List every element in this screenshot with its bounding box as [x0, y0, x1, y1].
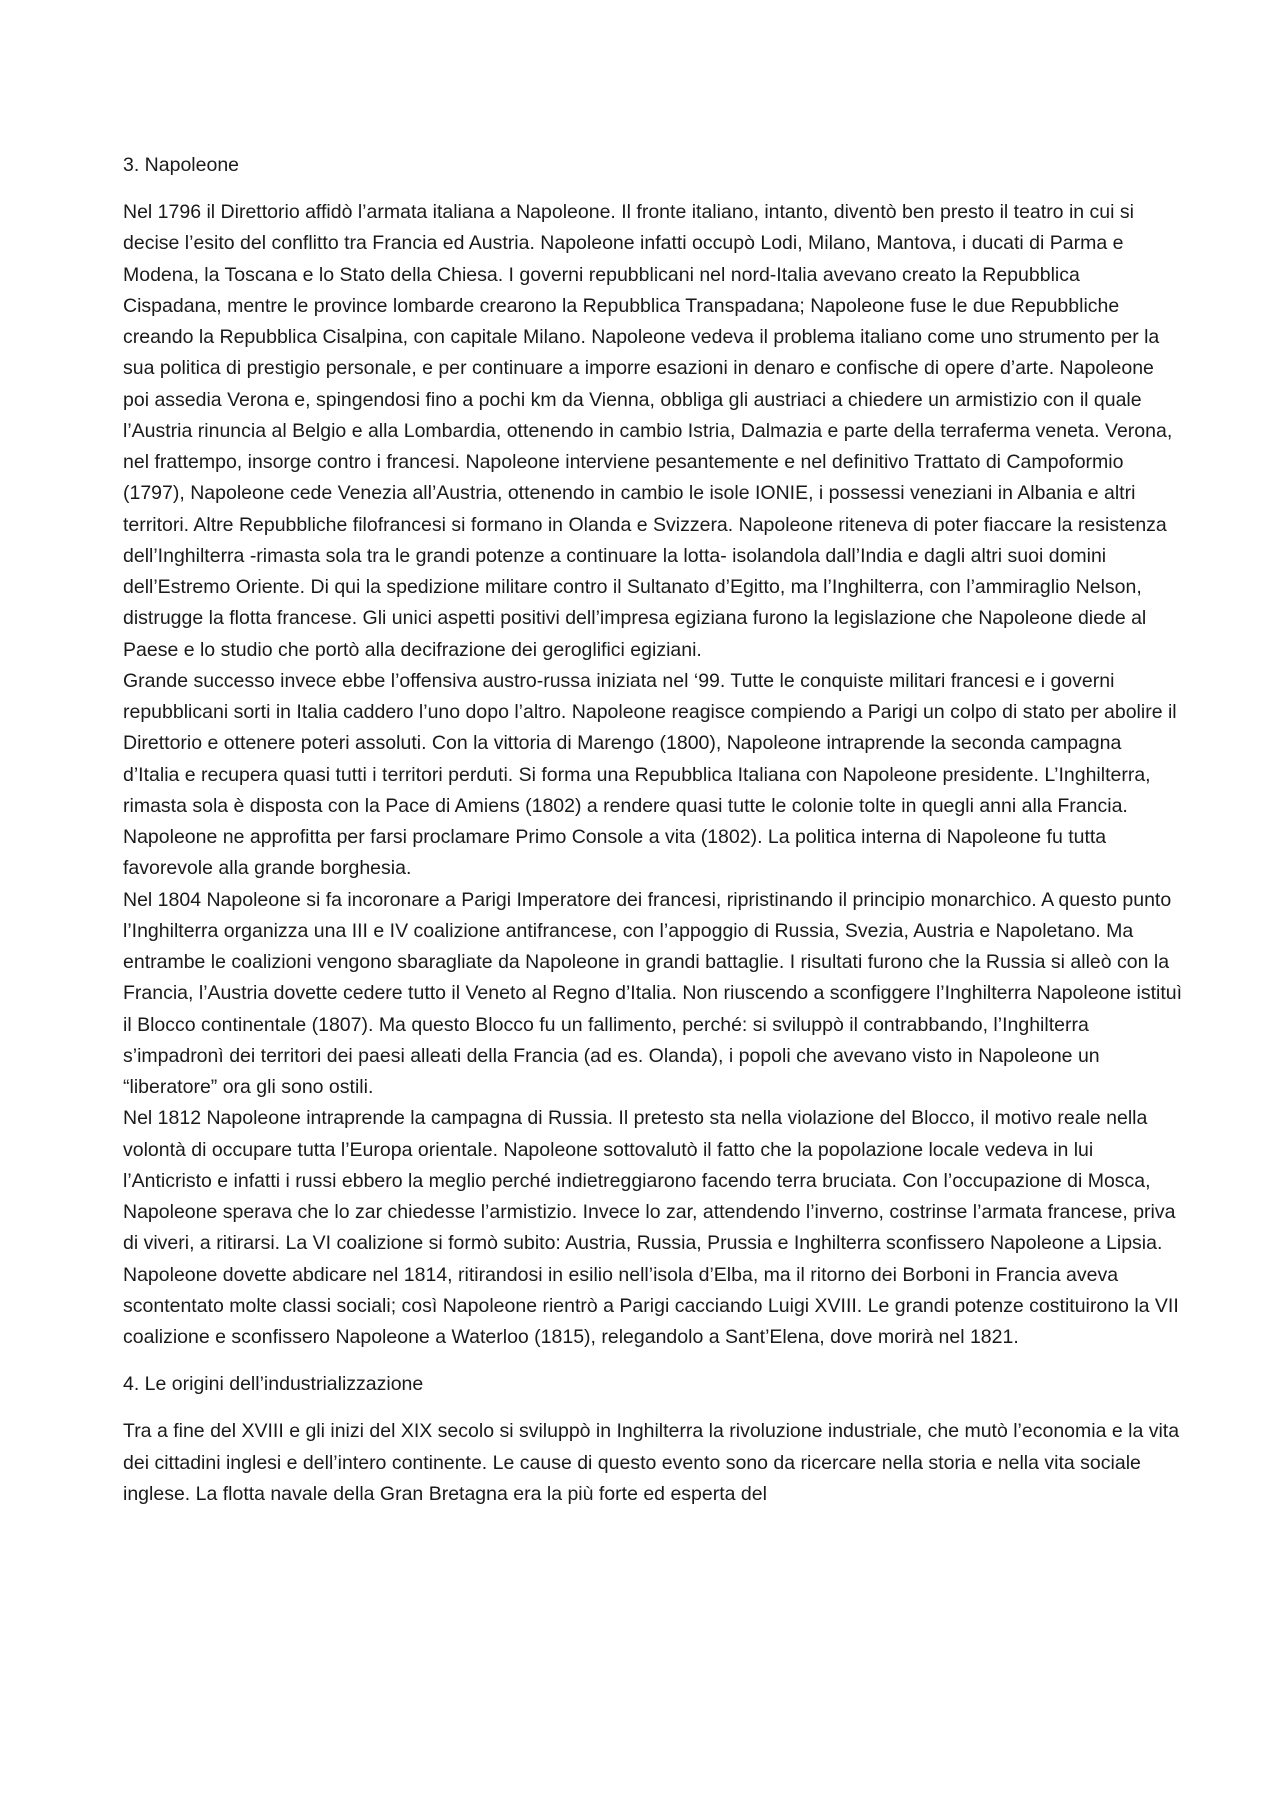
section-spacer [123, 1353, 1183, 1369]
section-heading: 4. Le origini dell’industrializzazione [123, 1373, 424, 1396]
section-heading: 3. Napoleone [123, 154, 240, 176]
paragraph: Nel 1804 Napoleone si fa incoronare a Parigi Imperatore dei francesi, ripristinando il principio monarchico. A questo punto l’Inghilterra organizza una III e IV coalizione antifrancese, con l’appoggio di Russia, Svezia, Austria e Napoletano. Ma entrambe le coalizioni vengono sbaragliate da Napoleone in grandi battaglie. I risultati furono che la Russia si alleò con la Francia, l’Austria dovette cedere tutto il Veneto al Regno d’Italia. Non riuscendo a sconfiggere l’Inghilterra Napoleone istituì il Blocco continentale (1807). Ma questo Blocco fu un fallimento, perché: si sviluppò il contrabbando, l’Inghilterra s’impadronì dei territori dei paesi alleati della Francia (ad es. Olanda), i popoli che avevano visto in Napoleone un “liberatore” ora gli sono ostili. [123, 888, 1183, 1098]
paragraph: Grande successo invece ebbe l’offensiva austro-russa iniziata nel ‘99. Tutte le conquiste militari francesi e i governi repubblicani sorti in Italia caddero l’uno dopo l’altro. Napoleone reagisce compiendo a Parigi un colpo di stato per abolire il Direttorio e ottenere poteri assoluti. Con la vittoria di Marengo (1800), Napoleone intraprende la seconda campagna d’Italia e recupera quasi tutti i territori perduti. Si forma una Repubblica Italiana con Napoleone presidente. L’Inghilterra, rimasta sola è disposta con la Pace di Amiens (1802) a rendere quasi tutte le colonie tolte in quegli anni alla Francia. Napoleone ne approfitta per farsi proclamare Primo Console a vita (1802). La politica interna di Napoleone fu tutta favorevole alla grande borghesia. [123, 669, 1177, 880]
paragraph: Nel 1812 Napoleone intraprende la campagna di Russia. Il pretesto sta nella violazione del Blocco, il motivo reale nella volontà di occupare tutta l’Europa orientale. Napoleone sottovalutò il fatto che la popolazione locale vedeva in lui l’Anticristo e infatti i russi ebbero la meglio perché indietreggiarono facendo terra bruciata. Con l’occupazione di Mosca, Napoleone sperava che lo zar chiedesse l’armistizio. Invece lo zar, attendendo l’inverno, costrinse l’armata francese, priva di viveri, a ritirarsi. La VI coalizione si formò subito: Austria, Russia, Prussia e Inghilterra sconfissero Napoleone a Lipsia. [123, 1107, 1176, 1255]
section-napoleone [123, 150, 1183, 1353]
paragraph: Napoleone dovette abdicare nel 1814, ritirandosi in esilio nell’isola d’Elba, ma il ritorno dei Borboni in Francia aveva scontentato molte classi sociali; così Napoleone rientrò a Parigi cacciando Luigi XVIII. Le grandi potenze costituirono la VII coalizione e sconfissero Napoleone a Waterloo (1815), relegandolo a Sant’Elena, dove morirà nel 1821. [123, 1263, 1179, 1348]
section-industrializzazione [123, 1369, 1183, 1510]
paragraph: Nel 1796 il Direttorio affidò l’armata italiana a Napoleone. Il fronte italiano, intanto, diventò ben presto il teatro in cui si decise l’esito del conflitto tra Francia ed Austria. Napoleone infatti occupò Lodi, Milano, Mantova, i ducati di Parma e Modena, la Toscana e lo Stato della Chiesa. I governi repubblicani nel nord-Italia avevano creato la Repubblica Cispadana, mentre le province lombarde crearono la Repubblica Transpadana; Napoleone fuse le due Repubbliche creando la Repubblica Cisalpina, con capitale Milano. Napoleone vedeva il problema italiano come uno strumento per la sua politica di prestigio personale, e per continuare a imporre esazioni in denaro e confische di opere d’arte. Napoleone poi assedia Verona e, spingendosi fino a pochi km da Vienna, obbliga gli austriaci a chiedere un armistizio con il quale l’Austria rinuncia al Belgio e alla Lombardia, ottenendo in cambio Istria, Dalmazia e parte della terraferma veneta. Verona, nel frattempo, insorge contro i francesi. Napoleone interviene pesantemente e nel definitivo Trattato di Campoformio (1797), Napoleone cede Venezia all’Austria, ottenendo in cambio le isole IONIE, i possessi veneziani in Albania e altri territori. Altre Repubbliche filofrancesi si formano in Olanda e Svizzera. Napoleone riteneva di poter fiaccare la resistenza dell’Inghilterra -rimasta sola tra le grandi potenze a continuare la lotta- isolandola dall’India e dagli altri suoi domini dell’Estremo Oriente. Di qui la spedizione militare contro il Sultanato d’Egitto, ma l’Inghilterra, con l’ammiraglio Nelson, distrugge la flotta francese. Gli unici aspetti positivi dell’impresa egiziana furono la legislazione che Napoleone diede al Paese e lo studio che portò alla decifrazione dei geroglifici egiziani. [123, 201, 1173, 661]
document-page [123, 150, 1183, 1510]
paragraph: Tra a fine del XVIII e gli inizi del XIX secolo si sviluppò in Inghilterra la rivoluzione industriale, che mutò l’economia e la vita dei cittadini inglesi e dell’intero continente. Le cause di questo evento sono da ricercare nella storia e nella vita sociale inglese. La flotta navale della Gran Bretagna era la più forte ed esperta del [123, 1420, 1180, 1505]
